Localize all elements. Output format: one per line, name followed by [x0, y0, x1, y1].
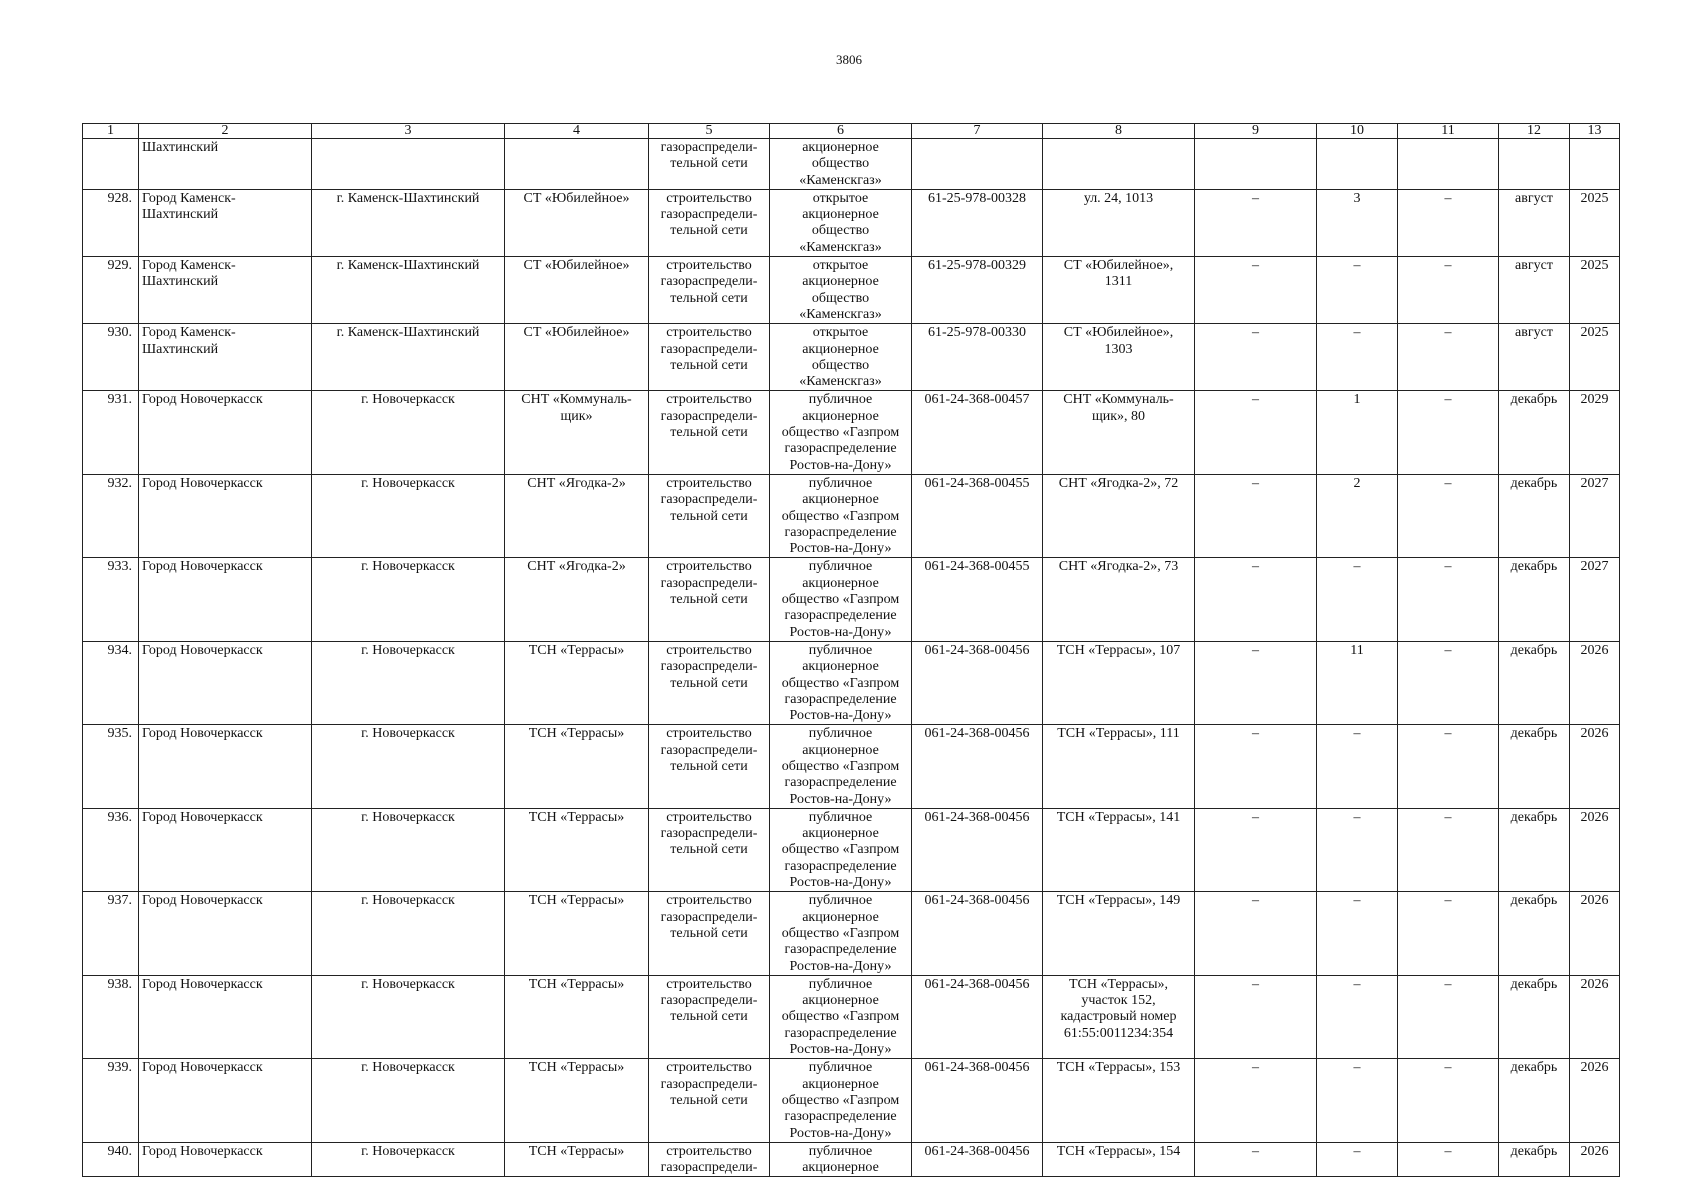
locality-cell: г. Новочеркасск [312, 391, 505, 474]
locality-cell: г. Каменск-Шахтинский [312, 189, 505, 256]
row-number: 936. [83, 808, 139, 891]
row-number: 932. [83, 474, 139, 557]
column-header-13: 13 [1570, 124, 1620, 139]
address-cell: ул. 24, 1013 [1043, 189, 1195, 256]
work-type-cell: строительство газораспредели- тельной сети [649, 808, 770, 891]
column-10-cell: – [1317, 975, 1398, 1058]
locality-cell: г. Новочеркасск [312, 975, 505, 1058]
municipality-cell: Город Новочеркасск [139, 558, 312, 641]
column-11-cell: – [1398, 725, 1499, 808]
work-type-cell: строительство газораспредели- тельной сети [649, 189, 770, 256]
locality-cell: г. Новочеркасск [312, 808, 505, 891]
column-10-cell: 2 [1317, 474, 1398, 557]
locality-cell: г. Новочеркасск [312, 725, 505, 808]
object-cell: ТСН «Террасы» [505, 641, 649, 724]
table-row [83, 139, 1620, 190]
column-9-cell: – [1195, 808, 1317, 891]
column-header-2: 2 [139, 124, 312, 139]
code-cell: 061-24-368-00456 [912, 808, 1043, 891]
row-number: 929. [83, 257, 139, 324]
object-cell: ТСН «Террасы» [505, 1142, 649, 1177]
year-cell: 2025 [1570, 189, 1620, 256]
year-cell: 2026 [1570, 1059, 1620, 1142]
page-number: 3806 [836, 52, 862, 67]
year-cell: 2026 [1570, 808, 1620, 891]
column-10-cell [1317, 139, 1398, 190]
column-10-cell: – [1317, 808, 1398, 891]
operator-cell: открытое акционерное общество «Каменскгаз» [770, 257, 912, 324]
month-cell: декабрь [1499, 641, 1570, 724]
row-number: 934. [83, 641, 139, 724]
locality-cell: г. Новочеркасск [312, 1059, 505, 1142]
work-type-cell: газораспредели- тельной сети [649, 139, 770, 190]
address-cell: СТ «Юбилейное», 1303 [1043, 324, 1195, 391]
column-header-12: 12 [1499, 124, 1570, 139]
table-row [83, 391, 1620, 474]
month-cell: декабрь [1499, 1059, 1570, 1142]
table-row [83, 725, 1620, 808]
municipality-cell: Город Каменск- Шахтинский [139, 257, 312, 324]
column-11-cell: – [1398, 641, 1499, 724]
year-cell [1570, 139, 1620, 190]
object-cell: СНТ «Ягодка-2» [505, 558, 649, 641]
row-number: 938. [83, 975, 139, 1058]
month-cell: декабрь [1499, 975, 1570, 1058]
data-table [82, 123, 1620, 1177]
locality-cell: г. Новочеркасск [312, 474, 505, 557]
code-cell: 061-24-368-00455 [912, 558, 1043, 641]
work-type-cell: строительство газораспредели- тельной сети [649, 257, 770, 324]
column-10-cell: 3 [1317, 189, 1398, 256]
code-cell: 61-25-978-00328 [912, 189, 1043, 256]
row-number: 933. [83, 558, 139, 641]
column-header-7: 7 [912, 124, 1043, 139]
operator-cell: публичное акционерное общество «Газпром газораспределение Ростов-на-Дону» [770, 808, 912, 891]
column-header-9: 9 [1195, 124, 1317, 139]
column-9-cell: – [1195, 257, 1317, 324]
address-cell: ТСН «Террасы», 149 [1043, 892, 1195, 975]
column-10-cell: – [1317, 725, 1398, 808]
municipality-cell: Город Каменск- Шахтинский [139, 324, 312, 391]
column-9-cell: – [1195, 474, 1317, 557]
column-11-cell: – [1398, 257, 1499, 324]
column-9-cell: – [1195, 391, 1317, 474]
column-11-cell [1398, 139, 1499, 190]
column-10-cell: – [1317, 1142, 1398, 1177]
row-number: 931. [83, 391, 139, 474]
year-cell: 2025 [1570, 324, 1620, 391]
month-cell: декабрь [1499, 474, 1570, 557]
column-11-cell: – [1398, 975, 1499, 1058]
municipality-cell: Город Новочеркасск [139, 975, 312, 1058]
year-cell: 2025 [1570, 257, 1620, 324]
column-header-3: 3 [312, 124, 505, 139]
object-cell: СТ «Юбилейное» [505, 257, 649, 324]
operator-cell: открытое акционерное общество «Каменскгаз» [770, 189, 912, 256]
work-type-cell: строительство газораспредели- [649, 1142, 770, 1177]
column-number-header [83, 124, 1620, 139]
code-cell: 061-24-368-00456 [912, 975, 1043, 1058]
table-row [83, 892, 1620, 975]
operator-cell: публичное акционерное общество «Газпром газораспределение Ростов-на-Дону» [770, 641, 912, 724]
operator-cell: публичное акционерное [770, 1142, 912, 1177]
year-cell: 2029 [1570, 391, 1620, 474]
municipality-cell: Город Новочеркасск [139, 391, 312, 474]
column-11-cell: – [1398, 474, 1499, 557]
column-11-cell: – [1398, 558, 1499, 641]
operator-cell: публичное акционерное общество «Газпром газораспределение Ростов-на-Дону» [770, 892, 912, 975]
object-cell: ТСН «Террасы» [505, 725, 649, 808]
address-cell: СНТ «Коммуналь- щик», 80 [1043, 391, 1195, 474]
table-row [83, 257, 1620, 324]
municipality-cell: Город Новочеркасск [139, 1142, 312, 1177]
row-number: 928. [83, 189, 139, 256]
work-type-cell: строительство газораспредели- тельной сети [649, 725, 770, 808]
column-11-cell: – [1398, 808, 1499, 891]
month-cell: август [1499, 324, 1570, 391]
address-cell: ТСН «Террасы», 107 [1043, 641, 1195, 724]
year-cell: 2026 [1570, 725, 1620, 808]
operator-cell: акционерное общество «Каменскгаз» [770, 139, 912, 190]
column-11-cell: – [1398, 189, 1499, 256]
column-9-cell [1195, 139, 1317, 190]
code-cell: 061-24-368-00456 [912, 1142, 1043, 1177]
municipality-cell: Город Новочеркасск [139, 725, 312, 808]
year-cell: 2026 [1570, 641, 1620, 724]
column-11-cell: – [1398, 1059, 1499, 1142]
municipality-cell: Город Каменск- Шахтинский [139, 189, 312, 256]
table-row [83, 975, 1620, 1058]
locality-cell: г. Каменск-Шахтинский [312, 257, 505, 324]
column-10-cell: – [1317, 257, 1398, 324]
table-row [83, 558, 1620, 641]
table-row [83, 1142, 1620, 1177]
municipality-cell: Город Новочеркасск [139, 641, 312, 724]
month-cell: декабрь [1499, 892, 1570, 975]
code-cell [912, 139, 1043, 190]
address-cell: ТСН «Террасы», 141 [1043, 808, 1195, 891]
table-row [83, 324, 1620, 391]
object-cell: ТСН «Террасы» [505, 1059, 649, 1142]
operator-cell: публичное акционерное общество «Газпром газораспределение Ростов-на-Дону» [770, 1059, 912, 1142]
header-row [83, 124, 1620, 139]
column-9-cell: – [1195, 725, 1317, 808]
column-11-cell: – [1398, 1142, 1499, 1177]
month-cell: август [1499, 189, 1570, 256]
code-cell: 061-24-368-00457 [912, 391, 1043, 474]
month-cell: декабрь [1499, 808, 1570, 891]
address-cell: СНТ «Ягодка-2», 73 [1043, 558, 1195, 641]
work-type-cell: строительство газораспредели- тельной сети [649, 1059, 770, 1142]
year-cell: 2026 [1570, 892, 1620, 975]
column-9-cell: – [1195, 975, 1317, 1058]
municipality-cell: Шахтинский [139, 139, 312, 190]
code-cell: 061-24-368-00456 [912, 892, 1043, 975]
year-cell: 2026 [1570, 1142, 1620, 1177]
column-10-cell: – [1317, 892, 1398, 975]
month-cell: декабрь [1499, 391, 1570, 474]
column-9-cell: – [1195, 324, 1317, 391]
year-cell: 2027 [1570, 558, 1620, 641]
row-number: 937. [83, 892, 139, 975]
address-cell: ТСН «Террасы», 111 [1043, 725, 1195, 808]
column-9-cell: – [1195, 641, 1317, 724]
work-type-cell: строительство газораспредели- тельной сети [649, 975, 770, 1058]
work-type-cell: строительство газораспредели- тельной сети [649, 324, 770, 391]
object-cell: СНТ «Коммуналь- щик» [505, 391, 649, 474]
work-type-cell: строительство газораспредели- тельной сети [649, 641, 770, 724]
column-header-6: 6 [770, 124, 912, 139]
address-cell: ТСН «Террасы», 153 [1043, 1059, 1195, 1142]
column-9-cell: – [1195, 189, 1317, 256]
table-row [83, 189, 1620, 256]
locality-cell: г. Новочеркасск [312, 558, 505, 641]
operator-cell: открытое акционерное общество «Каменскгаз» [770, 324, 912, 391]
work-type-cell: строительство газораспредели- тельной сети [649, 474, 770, 557]
code-cell: 61-25-978-00330 [912, 324, 1043, 391]
column-9-cell: – [1195, 558, 1317, 641]
municipality-cell: Город Новочеркасск [139, 808, 312, 891]
column-10-cell: – [1317, 324, 1398, 391]
work-type-cell: строительство газораспредели- тельной сети [649, 892, 770, 975]
month-cell: декабрь [1499, 558, 1570, 641]
locality-cell [312, 139, 505, 190]
row-number: 935. [83, 725, 139, 808]
row-number: 940. [83, 1142, 139, 1177]
municipality-cell: Город Новочеркасск [139, 474, 312, 557]
municipality-cell: Город Новочеркасск [139, 1059, 312, 1142]
table-row [83, 808, 1620, 891]
object-cell: СТ «Юбилейное» [505, 324, 649, 391]
object-cell [505, 139, 649, 190]
work-type-cell: строительство газораспредели- тельной сети [649, 391, 770, 474]
row-number: 939. [83, 1059, 139, 1142]
table-row [83, 641, 1620, 724]
year-cell: 2027 [1570, 474, 1620, 557]
address-cell: СТ «Юбилейное», 1311 [1043, 257, 1195, 324]
table-row [83, 1059, 1620, 1142]
column-header-4: 4 [505, 124, 649, 139]
object-cell: ТСН «Террасы» [505, 892, 649, 975]
code-cell: 061-24-368-00456 [912, 725, 1043, 808]
address-cell: ТСН «Террасы», 154 [1043, 1142, 1195, 1177]
column-11-cell: – [1398, 391, 1499, 474]
address-cell: ТСН «Террасы», участок 152, кадастровый номер 61:55:0011234:354 [1043, 975, 1195, 1058]
locality-cell: г. Новочеркасск [312, 892, 505, 975]
row-number: 930. [83, 324, 139, 391]
work-type-cell: строительство газораспредели- тельной сети [649, 558, 770, 641]
row-number [83, 139, 139, 190]
operator-cell: публичное акционерное общество «Газпром газораспределение Ростов-на-Дону» [770, 975, 912, 1058]
code-cell: 061-24-368-00456 [912, 641, 1043, 724]
object-cell: СТ «Юбилейное» [505, 189, 649, 256]
month-cell: декабрь [1499, 1142, 1570, 1177]
code-cell: 061-24-368-00456 [912, 1059, 1043, 1142]
code-cell: 61-25-978-00329 [912, 257, 1043, 324]
address-cell: СНТ «Ягодка-2», 72 [1043, 474, 1195, 557]
locality-cell: г. Новочеркасск [312, 1142, 505, 1177]
column-header-10: 10 [1317, 124, 1398, 139]
table-row [83, 474, 1620, 557]
column-10-cell: 11 [1317, 641, 1398, 724]
column-10-cell: – [1317, 558, 1398, 641]
column-header-1: 1 [83, 124, 139, 139]
column-10-cell: – [1317, 1059, 1398, 1142]
column-9-cell: – [1195, 1059, 1317, 1142]
municipality-cell: Город Новочеркасск [139, 892, 312, 975]
column-9-cell: – [1195, 1142, 1317, 1177]
column-header-5: 5 [649, 124, 770, 139]
operator-cell: публичное акционерное общество «Газпром газораспределение Ростов-на-Дону» [770, 558, 912, 641]
month-cell [1499, 139, 1570, 190]
column-9-cell: – [1195, 892, 1317, 975]
operator-cell: публичное акционерное общество «Газпром газораспределение Ростов-на-Дону» [770, 474, 912, 557]
object-cell: ТСН «Террасы» [505, 975, 649, 1058]
column-header-8: 8 [1043, 124, 1195, 139]
locality-cell: г. Новочеркасск [312, 641, 505, 724]
operator-cell: публичное акционерное общество «Газпром газораспределение Ростов-на-Дону» [770, 725, 912, 808]
column-11-cell: – [1398, 892, 1499, 975]
month-cell: август [1499, 257, 1570, 324]
column-header-11: 11 [1398, 124, 1499, 139]
operator-cell: публичное акционерное общество «Газпром газораспределение Ростов-на-Дону» [770, 391, 912, 474]
month-cell: декабрь [1499, 725, 1570, 808]
object-cell: СНТ «Ягодка-2» [505, 474, 649, 557]
table-body [83, 139, 1620, 1177]
locality-cell: г. Каменск-Шахтинский [312, 324, 505, 391]
address-cell [1043, 139, 1195, 190]
object-cell: ТСН «Террасы» [505, 808, 649, 891]
year-cell: 2026 [1570, 975, 1620, 1058]
column-10-cell: 1 [1317, 391, 1398, 474]
column-11-cell: – [1398, 324, 1499, 391]
code-cell: 061-24-368-00455 [912, 474, 1043, 557]
